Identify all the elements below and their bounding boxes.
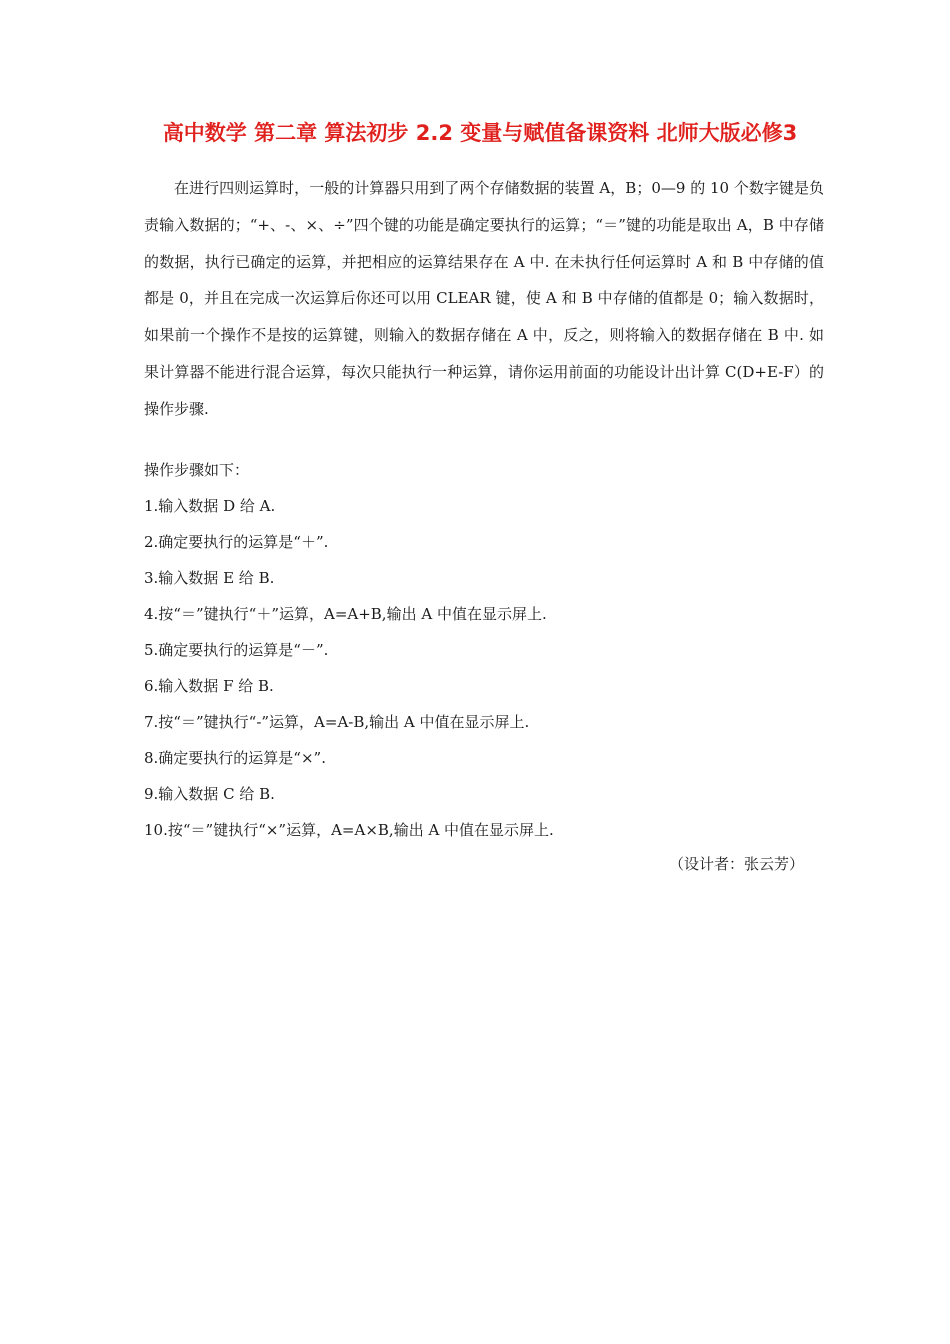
step-item-8: 8.确定要执行的运算是“×”. [144, 749, 326, 767]
step-item-4: 4.按“＝”键执行“＋”运算，A=A+B,输出 A 中值在显示屏上. [144, 605, 547, 623]
designer-credit: （设计者：张云芳） [668, 855, 804, 873]
step-item-10: 10.按“＝”键执行“×”运算，A=A×B,输出 A 中值在显示屏上. [144, 821, 554, 839]
step-item-3: 3.输入数据 E 给 B. [144, 569, 275, 587]
step-item-9: 9.输入数据 C 给 B. [144, 785, 275, 803]
step-item-5: 5.确定要执行的运算是“－”. [144, 641, 329, 659]
step-item-2: 2.确定要执行的运算是“＋”. [144, 533, 329, 551]
step-item-1: 1.输入数据 D 给 A. [144, 497, 276, 515]
step-item-6: 6.输入数据 F 给 B. [144, 677, 274, 695]
step-item-7: 7.按“＝”键执行“-”运算，A=A-B,输出 A 中值在显示屏上. [144, 713, 530, 731]
document-title: 高中数学 第二章 算法初步 2.2 变量与赋值备课资料 北师大版必修3 [162, 121, 798, 145]
steps-section [144, 452, 824, 848]
intro-paragraph: 在进行四则运算时，一般的计算器只用到了两个存储数据的装置 A，B；0—9 的 10 个数字键是负责输入数据的；“+、-、×、÷”四个键的功能是确定要执行的运算；“＝”键的功能是取出 A，B 中存储的数据，执行已确定的运算，并把相应的运算结果存在 A 中. 在未执行任何运算时 A 和 B 中存储的值都是 0，并且在完成一次运算后你还可以用 CLEAR 键，使 A 和 B 中存储的值都是 0；输入数据时，如果前一个操作不是按的运算键，则输入的数据存储在 A 中，反之，则将输入的数据存储在 B 中. 如果计算器不能进行混合运算，每次只能执行一种运算，请你运用前面的功能设计出计算 C(D+E-F）的操作步骤. [144, 179, 824, 418]
steps-heading: 操作步骤如下： [144, 461, 250, 479]
